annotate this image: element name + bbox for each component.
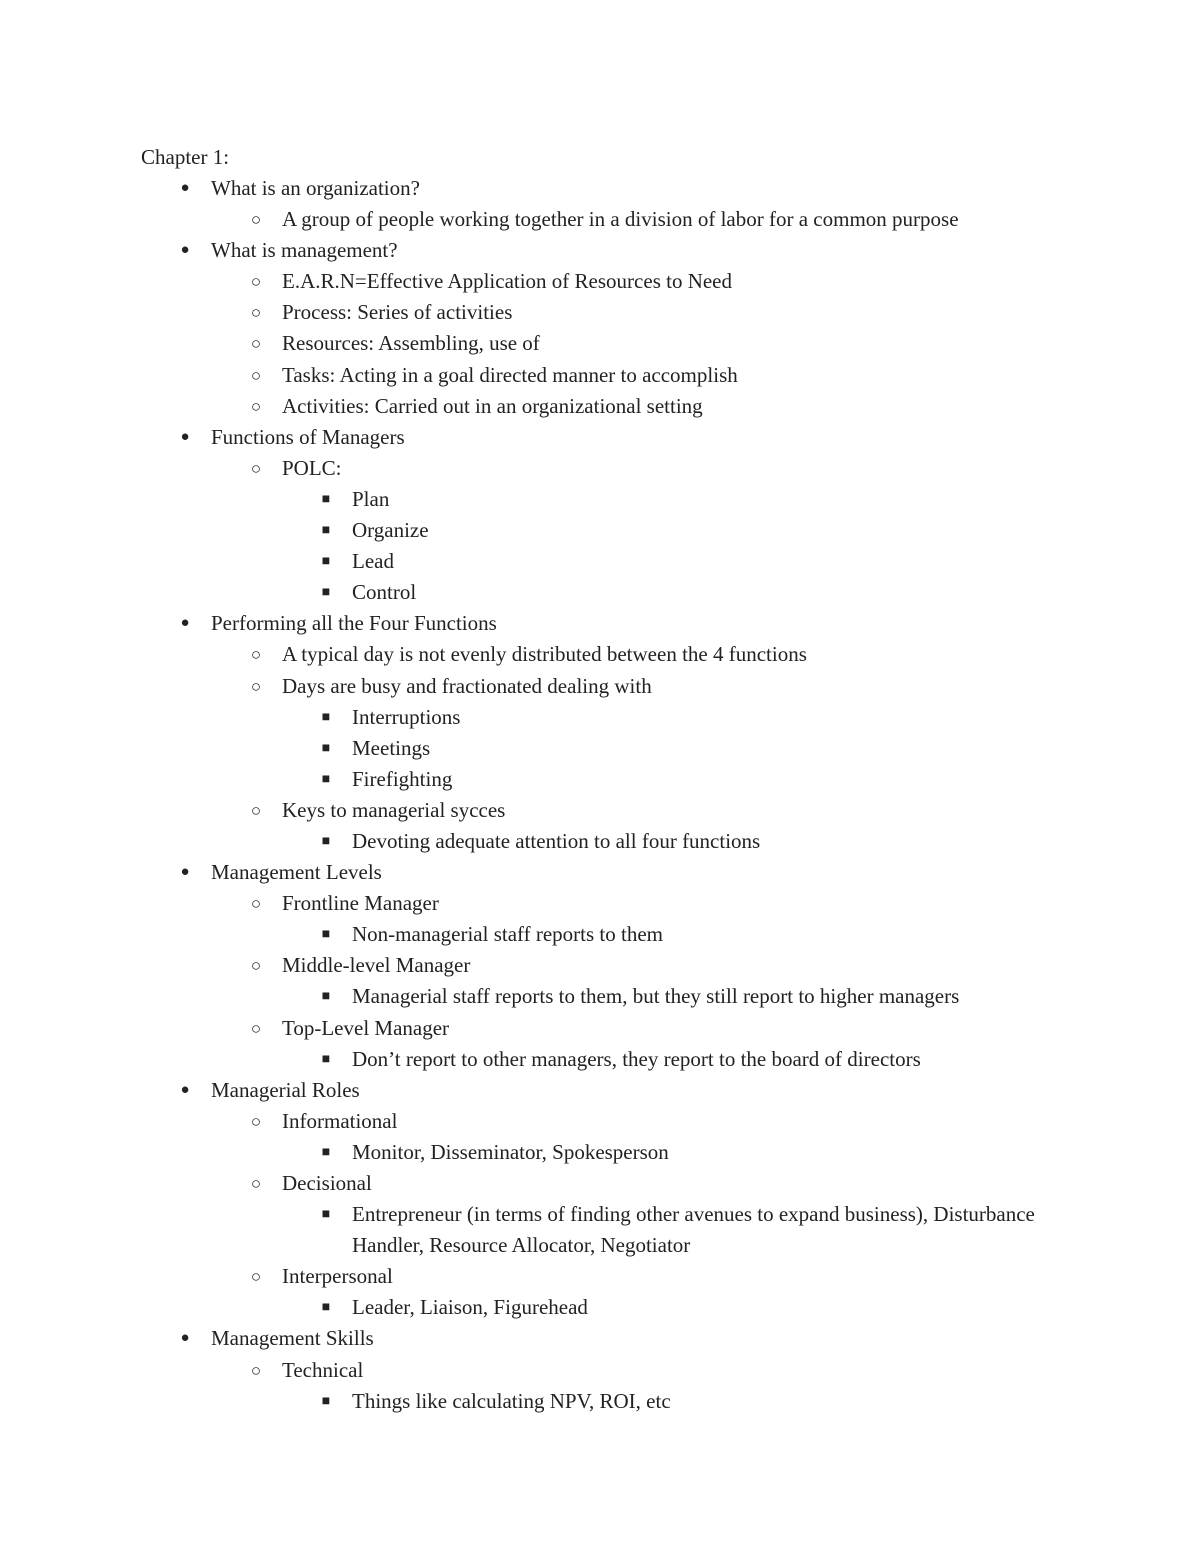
- outline-item-text: What is an organization?: [211, 176, 420, 200]
- bullet-circle-icon: ○: [250, 1267, 262, 1287]
- outline-item-text: Functions of Managers: [211, 424, 405, 449]
- outline-list: [0, 173, 1200, 1417]
- outline-item-level-3: [0, 733, 1200, 764]
- bullet-circle-icon: ○: [250, 1111, 262, 1131]
- outline-item-text: Performing all the Four Functions: [211, 611, 497, 636]
- outline-item-level-1: [0, 1323, 1200, 1354]
- outline-item-text: E.A.R.N=Effective Application of Resources to Need: [282, 269, 733, 294]
- outline-item-level-3: [0, 1137, 1200, 1168]
- outline-item-level-2: [0, 297, 1200, 328]
- bullet-square-icon: ■: [321, 1144, 331, 1160]
- bullet-circle-icon: ○: [250, 210, 262, 230]
- bullet-square-icon: ■: [321, 1300, 331, 1316]
- outline-item-level-2: [0, 266, 1200, 297]
- outline-item-text: POLC:: [282, 455, 342, 480]
- outline-item-level-2: [0, 1261, 1200, 1292]
- outline-item-level-2: [0, 671, 1200, 702]
- outline-item-level-3: [0, 546, 1200, 577]
- bullet-circle-icon: ○: [250, 272, 262, 292]
- outline-item-text: Entrepreneur (in terms of finding other avenues to expand business), Disturbance Handler, Resource Allocator, Negotiator: [352, 1202, 1035, 1258]
- outline-item-text: Management Levels: [211, 860, 382, 885]
- bullet-circle-icon: ○: [250, 458, 262, 478]
- outline-item-level-1: [0, 608, 1200, 639]
- outline-item-text: A group of people working together in a division of labor for a common purpose: [282, 207, 959, 232]
- bullet-dot-icon: ●: [180, 864, 190, 881]
- bullet-circle-icon: ○: [250, 396, 262, 416]
- outline-item-level-2: [0, 795, 1200, 826]
- outline-item-level-2: [0, 639, 1200, 670]
- bullet-square-icon: ■: [321, 554, 331, 570]
- outline-item-text: Tasks: Acting in a goal directed manner to accomplish: [282, 362, 738, 387]
- bullet-square-icon: ■: [321, 740, 331, 756]
- outline-item-level-2: [0, 950, 1200, 981]
- outline-item-text: Plan: [352, 486, 390, 511]
- outline-item-level-3: [0, 764, 1200, 795]
- bullet-square-icon: ■: [321, 771, 331, 787]
- outline-item-text: Middle-level Manager: [282, 953, 471, 978]
- bullet-circle-icon: ○: [250, 645, 262, 665]
- outline-item-text: Lead: [352, 549, 394, 574]
- bullet-dot-icon: ●: [180, 428, 190, 445]
- outline-item-text: Non-managerial staff reports to them: [352, 922, 664, 947]
- bullet-square-icon: ■: [321, 585, 331, 601]
- outline-item-level-3: [0, 515, 1200, 546]
- outline-item-level-1: [0, 1075, 1200, 1106]
- outline-item-level-3: [0, 1386, 1200, 1417]
- outline-item-text: Top-Level Manager: [282, 1015, 450, 1040]
- outline-item-level-2: [0, 204, 1200, 235]
- outline-item-text: Days are busy and fractionated dealing with: [282, 673, 652, 698]
- outline-item-level-3: [0, 826, 1200, 857]
- bullet-square-icon: ■: [321, 491, 331, 507]
- outline-item-text: Devoting adequate attention to all four functions: [352, 828, 761, 853]
- bullet-square-icon: ■: [321, 1393, 331, 1409]
- bullet-circle-icon: ○: [250, 1174, 262, 1193]
- outline-item-level-1: [0, 422, 1200, 453]
- outline-item-level-3: [0, 1044, 1200, 1075]
- chapter-heading: Chapter 1:: [141, 145, 230, 169]
- outline-item-text: Don’t report to other managers, they report to the board of directors: [352, 1046, 921, 1071]
- bullet-square-icon: ■: [321, 709, 331, 725]
- outline-item-level-3: [0, 577, 1200, 608]
- outline-item-text: A typical day is not evenly distributed between the 4 functions: [282, 642, 807, 667]
- outline-item-text: Activities: Carried out in an organizational setting: [282, 393, 703, 418]
- bullet-square-icon: ■: [321, 1051, 331, 1067]
- outline-item-text: Process: Series of activities: [282, 300, 513, 325]
- outline-item-level-2: [0, 1355, 1200, 1386]
- bullet-circle-icon: ○: [250, 1018, 262, 1038]
- outline-item-text: Technical: [282, 1357, 364, 1382]
- outline-item-text: Meetings: [352, 735, 431, 760]
- outline-item-text: Managerial staff reports to them, but they still report to higher managers: [352, 984, 960, 1009]
- outline-item-text: Frontline Manager: [282, 891, 439, 916]
- outline-item-text: Things like calculating NPV, ROI, etc: [352, 1388, 671, 1413]
- outline-item-level-2: [0, 888, 1200, 919]
- outline-item-text: Managerial Roles: [211, 1077, 360, 1102]
- outline-item-level-2: [0, 1013, 1200, 1044]
- outline-item-level-1: [0, 857, 1200, 888]
- bullet-dot-icon: ●: [180, 615, 190, 632]
- outline-item-text: Decisional: [282, 1171, 372, 1195]
- outline-item-level-3: [0, 981, 1200, 1012]
- bullet-circle-icon: ○: [250, 956, 262, 976]
- outline-item-level-2: [0, 453, 1200, 484]
- outline-item-level-2: [0, 1168, 1200, 1199]
- bullet-square-icon: ■: [321, 989, 331, 1005]
- outline-item-level-3: [0, 1292, 1200, 1323]
- outline-item-level-2: [0, 328, 1200, 359]
- bullet-circle-icon: ○: [250, 800, 262, 820]
- outline-item-text: Firefighting: [352, 766, 453, 791]
- bullet-dot-icon: ●: [180, 1330, 190, 1347]
- outline-item-level-3: [0, 484, 1200, 515]
- outline-item-text: Informational: [282, 1108, 398, 1133]
- bullet-circle-icon: ○: [250, 334, 262, 354]
- outline-item-text: Management Skills: [211, 1326, 374, 1351]
- outline-item-text: Interpersonal: [282, 1264, 393, 1289]
- outline-item-level-2: [0, 391, 1200, 422]
- bullet-dot-icon: ●: [180, 242, 190, 259]
- outline-item-text: What is management?: [211, 238, 398, 263]
- outline-item-text: Leader, Liaison, Figurehead: [352, 1295, 588, 1320]
- outline-item-level-2: [0, 1106, 1200, 1137]
- outline-item-level-1: [0, 173, 1200, 204]
- bullet-square-icon: ■: [321, 523, 331, 539]
- outline-item-text: Control: [352, 580, 417, 605]
- outline-item-text: Keys to managerial sycces: [282, 797, 506, 822]
- outline-item-text: Resources: Assembling, use of: [282, 331, 540, 356]
- outline-item-text: Monitor, Disseminator, Spokesperson: [352, 1139, 669, 1164]
- outline-item-level-3: [0, 919, 1200, 950]
- bullet-circle-icon: ○: [250, 676, 262, 696]
- outline-item-level-3: [0, 702, 1200, 733]
- bullet-circle-icon: ○: [250, 303, 262, 323]
- bullet-square-icon: ■: [321, 927, 331, 943]
- outline-item-level-2: [0, 360, 1200, 391]
- outline-item-level-3: [0, 1199, 1200, 1261]
- outline-item-text: Interruptions: [352, 704, 461, 729]
- bullet-dot-icon: ●: [180, 180, 190, 196]
- bullet-circle-icon: ○: [250, 1360, 262, 1380]
- outline-item-text: Organize: [352, 518, 429, 543]
- outline-item-level-1: [0, 235, 1200, 266]
- bullet-circle-icon: ○: [250, 894, 262, 914]
- bullet-dot-icon: ●: [180, 1081, 190, 1098]
- bullet-square-icon: ■: [321, 833, 331, 849]
- bullet-square-icon: ■: [321, 1207, 331, 1223]
- bullet-circle-icon: ○: [250, 365, 262, 385]
